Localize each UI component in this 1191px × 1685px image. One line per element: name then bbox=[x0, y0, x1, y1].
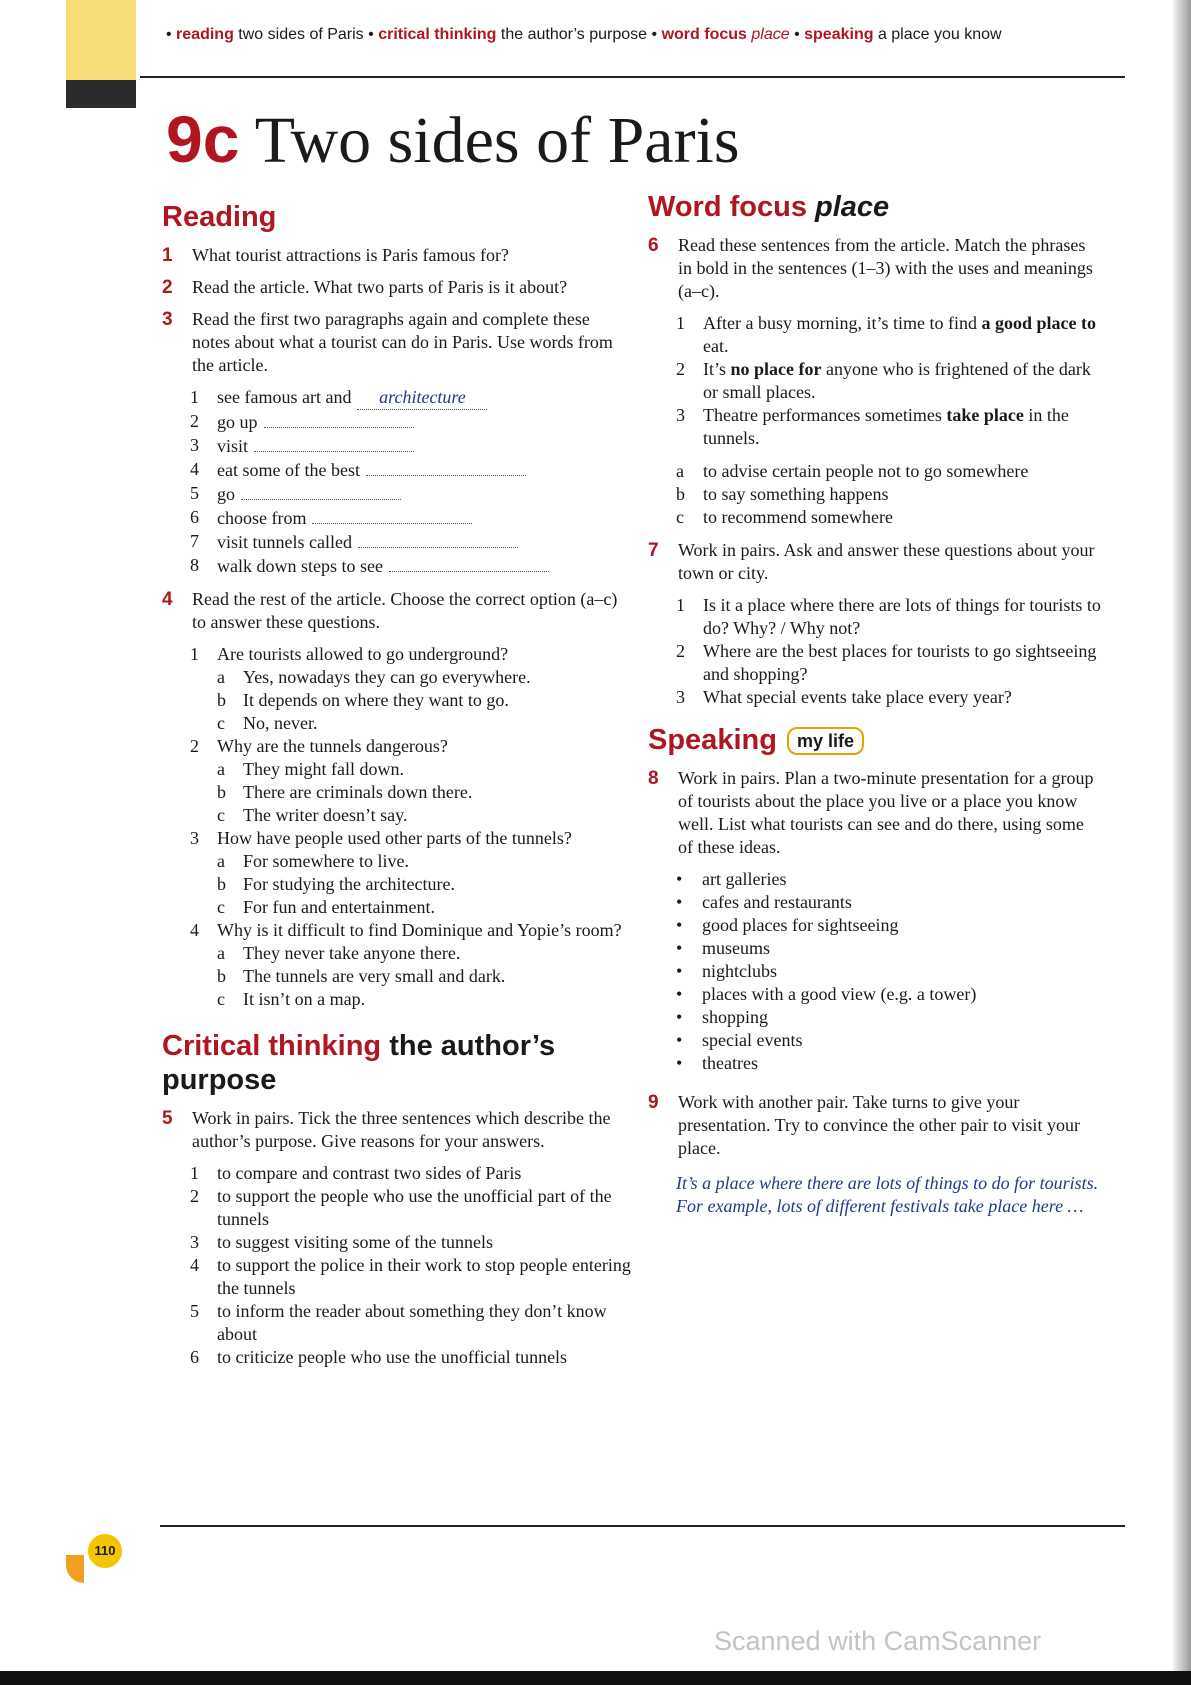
mcq-option[interactable]: a They might fall down. bbox=[217, 759, 404, 779]
mcq-option[interactable]: c The writer doesn’t say. bbox=[217, 805, 408, 825]
bottom-bar bbox=[0, 1671, 1191, 1685]
list-item: 1 Is it a place where there are lots of things for tourists to do? Why? / Why not? bbox=[676, 595, 1101, 638]
dark-margin-block bbox=[66, 80, 136, 108]
mcq-option[interactable]: b The tunnels are very small and dark. bbox=[217, 966, 506, 986]
topbar-skills: • reading two sides of Paris • critical thinking the author’s purpose • word focus place • speaking a place you know bbox=[166, 26, 1002, 43]
list-item: • good places for sightseeing bbox=[676, 914, 1103, 937]
mcq-option[interactable]: c For fun and entertainment. bbox=[217, 897, 435, 917]
scanner-watermark: Scanned with CamScanner bbox=[714, 1626, 1042, 1656]
list-item: • shopping bbox=[676, 1006, 1103, 1029]
question-3: 3 Read the first two paragraphs again and complete these notes about what a tourist can do in Paris. Use words from the article. bbox=[162, 309, 613, 375]
question-2: 2 Read the article. What two parts of Paris is it about? bbox=[162, 277, 568, 298]
answer-blank[interactable] bbox=[358, 530, 518, 548]
lesson-code: 9c bbox=[166, 102, 240, 176]
list-item[interactable]: 3 to suggest visiting some of the tunnels bbox=[190, 1232, 493, 1252]
list-item: • special events bbox=[676, 1029, 1103, 1052]
topbar-text: place bbox=[751, 26, 790, 43]
sentence-list bbox=[676, 312, 1103, 450]
discussion-list bbox=[676, 594, 1103, 709]
page-edge-shadow bbox=[1173, 0, 1191, 1685]
lesson-title: Two sides of Paris bbox=[254, 104, 740, 177]
topbar-text: the author’s purpose bbox=[500, 26, 648, 43]
question-8: 8 Work in pairs. Plan a two-minute presentation for a group of tourists about the place you live or a place you know well. List what tourists can see and do there, using some of these ideas. bbox=[648, 768, 1094, 857]
mcq-option[interactable]: c No, never. bbox=[217, 713, 318, 733]
list-item: 8 walk down steps to see bbox=[190, 554, 632, 578]
list-item[interactable]: a to advise certain people not to go somewhere bbox=[676, 461, 1029, 481]
bottom-divider bbox=[160, 1525, 1125, 1527]
list-item[interactable]: 4 to support the police in their work to stop people entering the tunnels bbox=[190, 1255, 631, 1298]
topbar-label: word focus bbox=[661, 26, 747, 43]
list-item: 2 It’s no place for anyone who is frightened of the dark or small places. bbox=[676, 359, 1091, 402]
mcq-list bbox=[190, 643, 632, 1011]
list-item: • places with a good view (e.g. a tower) bbox=[676, 983, 1103, 1006]
answer-blank[interactable] bbox=[241, 482, 401, 500]
answer-blank[interactable] bbox=[312, 506, 472, 524]
ideas-list bbox=[676, 868, 1103, 1075]
mcq-question: 3 How have people used other parts of the tunnels? bbox=[190, 828, 572, 848]
mcq-question: 4 Why is it difficult to find Dominique and Yopie’s room? bbox=[190, 920, 622, 940]
left-column bbox=[162, 200, 632, 1379]
list-item: 6 choose from bbox=[190, 506, 632, 530]
list-item: 3 What special events take place every year? bbox=[676, 687, 1012, 707]
list-item: 2 Where are the best places for tourists to go sightseeing and shopping? bbox=[676, 641, 1097, 684]
list-item: 3 visit bbox=[190, 434, 632, 458]
question-5: 5 Work in pairs. Tick the three sentences which describe the author’s purpose. Give reasons for your answers. bbox=[162, 1108, 611, 1151]
list-item[interactable]: 5 to inform the reader about something they don’t know about bbox=[190, 1301, 607, 1344]
mcq-option[interactable]: a Yes, nowadays they can go everywhere. bbox=[217, 667, 531, 687]
list-item: • theatres bbox=[676, 1052, 1103, 1075]
list-item: 1 After a busy morning, it’s time to find a good place to eat. bbox=[676, 313, 1096, 356]
question-4: 4 Read the rest of the article. Choose the correct option (a–c) to answer these questions. bbox=[162, 589, 618, 632]
topbar-text: two sides of Paris bbox=[238, 26, 364, 43]
topbar-label: reading bbox=[176, 26, 234, 43]
mcq-option[interactable]: b For studying the architecture. bbox=[217, 874, 455, 894]
mcq-option[interactable]: a For somewhere to live. bbox=[217, 851, 409, 871]
answer-field[interactable]: architecture bbox=[357, 386, 487, 410]
mcq-question: 1 Are tourists allowed to go underground? bbox=[190, 644, 509, 664]
notes-list bbox=[190, 386, 632, 578]
word-focus-heading: Word focus place bbox=[648, 191, 890, 223]
page-title bbox=[166, 102, 740, 178]
topbar-label: critical thinking bbox=[378, 26, 497, 43]
corner-tab bbox=[66, 1555, 84, 1583]
question-6: 6 Read these sentences from the article. Match the phrases in bold in the sentences (1–3) with the uses and meanings (a–c). bbox=[648, 235, 1093, 301]
reading-heading: Reading bbox=[162, 201, 277, 233]
answer-blank[interactable] bbox=[254, 434, 414, 452]
top-divider bbox=[140, 76, 1125, 78]
answer-blank[interactable] bbox=[264, 410, 414, 428]
list-item: • nightclubs bbox=[676, 960, 1103, 983]
list-item: 4 eat some of the best bbox=[190, 458, 632, 482]
list-item: • cafes and restaurants bbox=[676, 891, 1103, 914]
question-7: 7 Work in pairs. Ask and answer these questions about your town or city. bbox=[648, 540, 1095, 583]
answer-blank[interactable] bbox=[389, 554, 549, 572]
list-item: • art galleries bbox=[676, 868, 1103, 891]
list-item: 2 go up bbox=[190, 410, 632, 434]
mcq-option[interactable]: c It isn’t on a map. bbox=[217, 989, 366, 1009]
list-item: 1 see famous art and architecture bbox=[190, 386, 632, 410]
page-number: 110 bbox=[88, 1534, 122, 1568]
speaking-heading: Speaking my life bbox=[648, 723, 1103, 757]
purpose-list bbox=[190, 1162, 632, 1369]
question-9: 9 Work with another pair. Take turns to give your presentation. Try to convince the other pair to visit your place. bbox=[648, 1092, 1080, 1158]
critical-thinking-heading: Critical thinking the author’s purpose bbox=[162, 1030, 556, 1096]
list-item: • museums bbox=[676, 937, 1103, 960]
list-item[interactable]: b to say something happens bbox=[676, 484, 889, 504]
list-item: 3 Theatre performances sometimes take place in the tunnels. bbox=[676, 405, 1069, 448]
list-item: 7 visit tunnels called bbox=[190, 530, 632, 554]
topbar-text: a place you know bbox=[877, 26, 1002, 43]
list-item[interactable]: 1 to compare and contrast two sides of Paris bbox=[190, 1163, 522, 1183]
list-item: 5 go bbox=[190, 482, 632, 506]
list-item[interactable]: c to recommend somewhere bbox=[676, 507, 893, 527]
list-item[interactable]: 6 to criticize people who use the unofficial tunnels bbox=[190, 1347, 568, 1367]
mcq-option[interactable]: b It depends on where they want to go. bbox=[217, 690, 509, 710]
mcq-option[interactable]: a They never take anyone there. bbox=[217, 943, 461, 963]
yellow-margin-strip bbox=[66, 0, 136, 80]
meaning-list bbox=[676, 460, 1103, 529]
right-column bbox=[648, 190, 1103, 1218]
example-text: It’s a place where there are lots of things to do for tourists. For example, lots of different festivals take place here … bbox=[676, 1173, 1099, 1216]
topbar-label: speaking bbox=[804, 26, 874, 43]
question-1: 1 What tourist attractions is Paris famous for? bbox=[162, 245, 509, 266]
my-life-badge: my life bbox=[787, 727, 864, 755]
mcq-question: 2 Why are the tunnels dangerous? bbox=[190, 736, 448, 756]
mcq-option[interactable]: b There are criminals down there. bbox=[217, 782, 473, 802]
list-item[interactable]: 2 to support the people who use the unofficial part of the tunnels bbox=[190, 1186, 612, 1229]
answer-blank[interactable] bbox=[366, 458, 526, 476]
